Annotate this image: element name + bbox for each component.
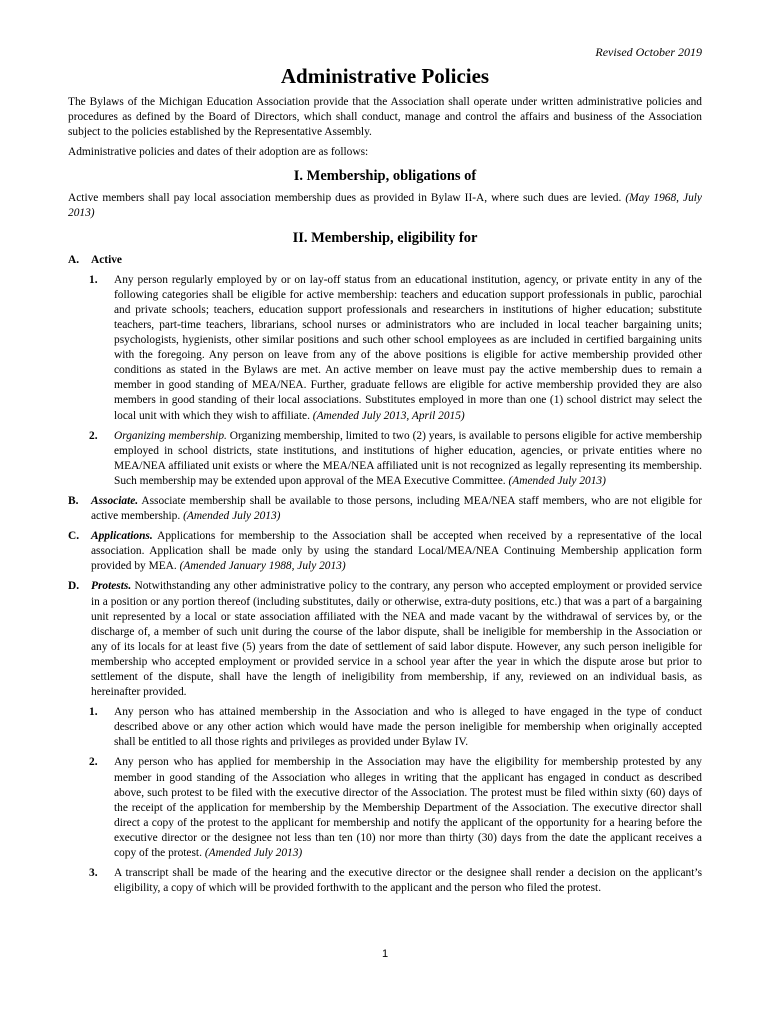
subsection-a-title: Active: [91, 253, 122, 266]
subsection-c-note: (Amended January 1988, July 2013): [179, 560, 346, 573]
list-item-lead: Organizing membership.: [114, 429, 227, 442]
subsection-c-label: C.: [68, 530, 80, 543]
list-item: [68, 429, 702, 489]
list-item-note: (Amended July 2013): [508, 474, 606, 487]
subsection-b-text: Associate membership shall be available to those persons, including MEA/NEA staff members, who are not eligible for active membership.: [91, 494, 703, 523]
section-1-paragraph: [68, 191, 702, 221]
intro-paragraph: The Bylaws of the Michigan Education Association provide that the Association shall operate under written administrative policies and procedures as defined by the Board of Directors, which shall conduct, manage and control the affairs and business of the Association subject to the policies established by the Representative Assembly.: [68, 96, 702, 139]
section-1-note: (May 1968, July 2013): [68, 192, 702, 220]
page-number: 1: [381, 948, 389, 960]
list-item-number: 2.: [89, 429, 98, 442]
subsection-b-label: B.: [68, 494, 79, 507]
subsection-c-lead: Applications.: [91, 530, 153, 543]
subsection-d-lead: Protests.: [91, 580, 132, 593]
section-1-text: Active members shall pay local association membership dues as provided in Bylaw II-A, where such dues are levied.: [68, 192, 622, 205]
subsection-d-text: Notwithstanding any other administrative policy to the contrary, any person who accepted employment or provided service in a position or any portion thereof (including substitutes, daily or otherwise, extra-duty positions, etc.) that was a part of a bargaining unit represented by a local or state association affiliated with the NEA and made vacant by the withdrawal of services by, or the discharge of, a member of such unit during the course of the labor dispute, shall be ineligible for membership in the Association or any of its locals for at least five (5) years from the date of settlement of said labor dispute. However, any such person ineligible for membership who accepted employment or provided service in a school year after the year in which the dispute arose but prior to settlement of the dispute, shall have the length of ineligibility from membership, if any, reviewed on an individual basis, as hereinafter provided.: [91, 580, 702, 699]
list-item-note: (Amended July 2013): [204, 847, 303, 860]
subsection-b-note: (Amended July 2013): [183, 510, 281, 523]
list-item: [68, 705, 702, 750]
section-heading-membership-eligibility: II. Membership, eligibility for: [292, 229, 478, 246]
list-item-number: 2.: [89, 756, 98, 769]
list-item-number: 3.: [89, 867, 98, 880]
list-item-text: A transcript shall be made of the hearing and the executive director or the designee shall render a decision on the applicant’s eligibility, a copy of which will be provided forthwith to the applicant and the person who filed the protest.: [114, 867, 702, 895]
list-item: [68, 755, 702, 861]
revision-date: Revised October 2019: [595, 45, 702, 59]
list-item-text: Any person regularly employed by or on lay-off status from an educational institution, agency, or private entity in any of the following categories shall be eligible for active membership: teachers and education support professionals in public, parochial and private schools; teachers, education support professionals and researchers in institutions of higher education; substitute teachers, part-time teachers, librarians, school nurses or administrators who are included in local teacher bargaining units; psychologists, hygienists, other similar positions and such other school employees as are included in certified bargaining units with the foregoing. Any person on leave from any of the above positions is eligible for active membership provided other conditions as stated in the Bylaws are met. An active member on leave must pay the active membership dues to remain a member in good standing of MEA/NEA. Further, graduate fellows are eligible for active membership provided they are also members in good standing of their local associations. Substitutes employed in more than one (1) school district may select the local unit with which they wish to affiliate.: [114, 273, 702, 422]
subsection-a-label: A.: [68, 253, 80, 266]
document-body: [68, 95, 702, 901]
subsection-d-label: D.: [68, 580, 80, 593]
subsection-c: [68, 529, 702, 574]
list-item: [68, 866, 702, 896]
subsection-a: [68, 253, 702, 268]
list-item-note: (Amended July 2013, April 2015): [312, 409, 465, 422]
subsection-c-text: Applications for membership to the Association shall be accepted when received by a representative of the local association. Application shall be made only by using the standard Local/MEA/NEA Continuing Membership application form provided by MEA.: [91, 530, 703, 573]
list-item-text: Any person who has applied for membership in the Association may have the eligibility for membership protested by any member in good standing of the Association who alleges in writing that the applicant has engaged in conduct as described above, such protest to be filed with the executive director of the Association. The protest must be filed within sixty (60) days of the receipt of the application for membership by the Membership Department of the Association. The executive director shall direct a copy of the protest to the applicant for membership and notify the applicant of the opportunity for a hearing before the executive director or the designee not less than ten (10) nor more than thirty (30) days from the date the applicant receives a copy of the protest.: [114, 756, 702, 860]
subsection-d: [68, 579, 702, 700]
section-heading-membership-obligations: I. Membership, obligations of: [293, 168, 477, 185]
list-item-number: 1.: [89, 273, 98, 286]
intro-adoption-line: Administrative policies and dates of their adoption are as follows:: [68, 146, 369, 159]
list-item-text: Organizing membership, limited to two (2) years, is available to persons eligible for active membership employed in school districts, state institutions, and institutions of higher education, agencies, or private entities where no MEA/NEA affiliated unit exists or where the MEA/NEA affiliated unit is not recognized as legally representing its membership. Such membership may be extended upon approval of the MEA Executive Committee.: [114, 429, 702, 487]
list-item-number: 1.: [89, 706, 98, 719]
page-title: Administrative Policies: [280, 64, 490, 88]
subsection-b: [68, 494, 702, 524]
subsection-b-lead: Associate.: [91, 494, 139, 507]
list-item: [68, 273, 702, 424]
list-item-text: Any person who has attained membership in the Association and who is alleged to have engaged in the type of conduct described above or any other action which would have made the person ineligible for membership when originally accepted shall be entitled to all those rights and privileges as provided under Bylaw IV.: [114, 706, 702, 749]
